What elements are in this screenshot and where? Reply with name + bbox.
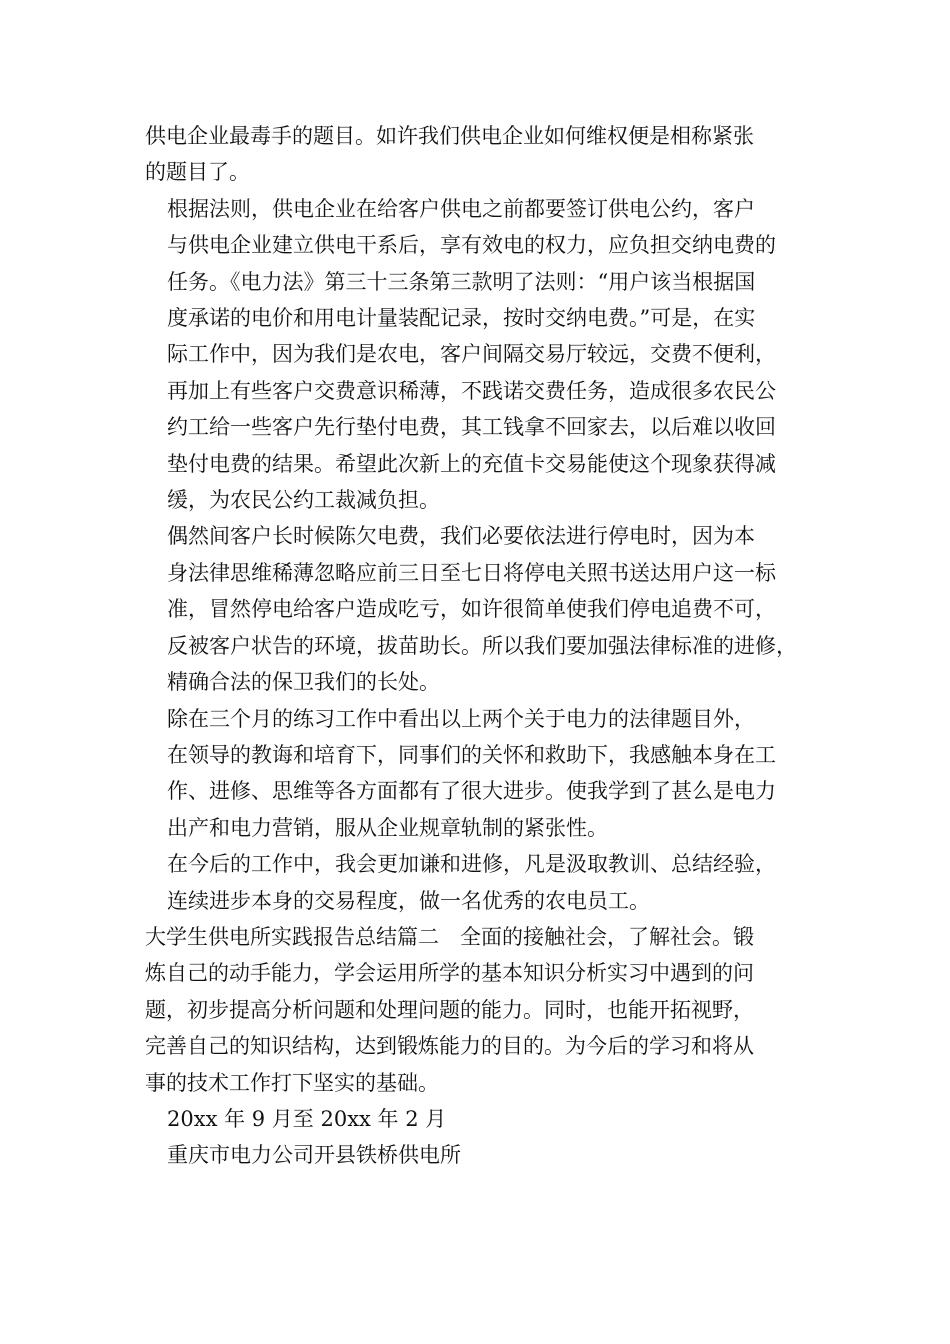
text-line: 与供电企业建立供电干系后，享有效电的权力，应负担交纳电费的	[167, 233, 776, 258]
paragraph	[145, 191, 823, 519]
text-line: 缓，为农民公约工裁减负担。	[167, 488, 440, 513]
text-line: 20xx 年 9 月至 20xx 年 2 月	[167, 1106, 447, 1131]
text-line: 度承诺的电价和用电计量装配记录，按时交纳电费。”可是，在实	[167, 306, 756, 331]
document-body	[145, 118, 823, 1174]
text-line: 偶然间客户长时候陈欠电费，我们必要依法进行停电时，因为本	[167, 524, 755, 549]
text-line: 准，冒然停电给客户造成吃亏，如许很简单使我们停电追费不可，	[167, 597, 776, 622]
text-line: 大学生供电所实践报告总结篇二 全面的接触社会，了解社会。锻	[145, 924, 754, 949]
paragraph	[145, 118, 823, 191]
text-line: 供电企业最毒手的题目。如许我们供电企业如何维权便是相称紧张	[145, 124, 754, 148]
text-line: 炼自己的动手能力，学会运用所学的基本知识分析实习中遇到的问	[145, 961, 754, 986]
text-line: 再加上有些客户交费意识稀薄，不践诺交费任务，造成很多农民公	[167, 378, 776, 403]
paragraph	[145, 518, 823, 700]
paragraph	[145, 919, 823, 1101]
text-line: 任务。《电力法》第三十三条第三款明了法则：“用户该当根据国	[167, 269, 756, 294]
text-line: 出产和电力营销，服从企业规章轨制的紧张性。	[167, 815, 608, 840]
text-line: 连续进步本身的交易程度，做一名优秀的农电员工。	[167, 888, 650, 913]
text-line: 在今后的工作中，我会更加谦和进修，凡是汲取教训、总结经验，	[167, 852, 776, 877]
paragraph	[145, 701, 823, 847]
text-line: 在领导的教诲和培育下，同事们的关怀和救助下，我感触本身在工	[167, 742, 776, 767]
text-line: 事的技术工作打下坚实的基础。	[145, 1070, 439, 1095]
paragraph	[145, 1137, 823, 1173]
text-line: 作、进修、思维等各方面都有了很大进步。使我学到了甚么是电力	[167, 779, 776, 804]
text-line: 根据法则，供电企业在给客户供电之前都要签订供电公约，客户	[167, 196, 755, 221]
text-line: 的题目了。	[145, 160, 250, 185]
text-line: 完善自己的知识结构，达到锻炼能力的目的。为今后的学习和将从	[145, 1034, 754, 1059]
text-line: 身法律思维稀薄忽略应前三日至七日将停电关照书送达用户这一标	[167, 560, 776, 585]
paragraph	[145, 846, 823, 919]
text-line: 反被客户状告的环境，拔苗助长。所以我们要加强法律标准的进修，	[167, 633, 797, 658]
text-line: 题，初步提高分析问题和处理问题的能力。同时，也能开拓视野，	[145, 997, 754, 1022]
text-line: 际工作中，因为我们是农电，客户间隔交易厅较远，交费不便利，	[167, 342, 776, 367]
text-line: 重庆市电力公司开县铁桥供电所	[167, 1143, 461, 1168]
text-line: 约工给一些客户先行垫付电费，其工钱拿不回家去，以后难以收回	[167, 415, 776, 440]
text-line: 除在三个月的练习工作中看出以上两个关于电力的法律题目外，	[167, 706, 755, 731]
text-line: 精确合法的保卫我们的长处。	[167, 670, 440, 695]
text-line: 垫付电费的结果。希望此次新上的充值卡交易能使这个现象获得减	[167, 451, 776, 476]
paragraph	[145, 1101, 823, 1137]
